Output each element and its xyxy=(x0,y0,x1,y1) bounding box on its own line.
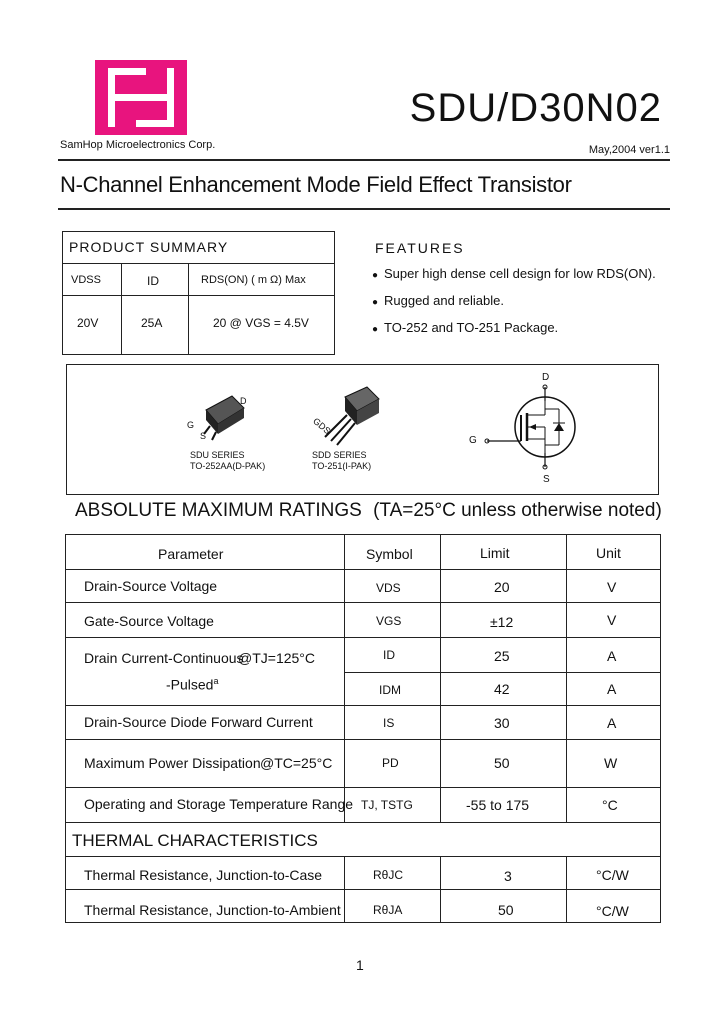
symbol-cell: TJ, TSTG xyxy=(361,798,413,812)
product-summary-title: PRODUCT SUMMARY xyxy=(69,239,229,255)
revision-date: May,2004 ver1.1 xyxy=(588,144,670,156)
col-header-symbol: Symbol xyxy=(366,546,413,562)
param-cell: Operating and Storage Temperature Range xyxy=(84,796,354,812)
condition-cell: @TC=25°C xyxy=(260,755,333,771)
mosfet-g-label: G xyxy=(469,435,477,446)
sdd-series-label: SDD SERIES xyxy=(312,450,367,460)
unit-cell: °C/W xyxy=(596,867,629,883)
symbol-cell: PD xyxy=(382,756,399,770)
unit-cell: °C/W xyxy=(596,903,629,919)
unit-cell: W xyxy=(604,755,618,771)
feature-item: ● Rugged and reliable. xyxy=(372,293,504,308)
limit-cell: 50 xyxy=(494,755,510,771)
param-cell: Thermal Resistance, Junction-to-Ambient xyxy=(84,902,341,918)
package-diagram-box xyxy=(66,364,659,495)
limit-cell: 42 xyxy=(494,681,510,697)
param-cell: Gate-Source Voltage xyxy=(84,613,214,629)
unit-cell: A xyxy=(607,715,617,731)
symbol-cell: RθJA xyxy=(373,903,403,917)
rds-header: RDS(ON) ( m Ω) Max xyxy=(201,274,306,286)
param-cell: Thermal Resistance, Junction-to-Case xyxy=(84,867,323,883)
limit-cell: 25 xyxy=(494,648,510,664)
ipak-package-icon xyxy=(317,385,387,447)
sdu-series-label: SDU SERIES xyxy=(190,450,245,460)
col-header-limit: Limit xyxy=(480,545,510,561)
limit-cell: 3 xyxy=(504,868,512,884)
sdu-package-label: TO-252AA(D-PAK) xyxy=(190,461,266,471)
col-header-parameter: Parameter xyxy=(158,546,224,562)
symbol-cell: RθJC xyxy=(373,868,404,882)
company-name: SamHop Microelectronics Corp. xyxy=(60,139,216,151)
unit-cell: V xyxy=(607,612,617,628)
id-value: 25A xyxy=(141,316,163,330)
condition-cell: @TJ=125°C xyxy=(238,650,316,666)
divider xyxy=(58,159,670,161)
bullet-icon: ● xyxy=(372,324,379,335)
param-cell: -Pulsed$^a$ xyxy=(166,676,219,693)
pin-s-label: S xyxy=(200,431,207,441)
feature-item: ● Super high dense cell design for low RDS(ON). xyxy=(372,266,656,281)
thermal-title: THERMAL CHARACTERISTICS xyxy=(72,831,318,850)
param-cell: Drain-Source Voltage xyxy=(84,578,218,594)
pin-d-label: D xyxy=(240,396,247,406)
bullet-icon: ● xyxy=(372,270,379,281)
limit-cell: 20 xyxy=(494,579,510,595)
symbol-cell: VGS xyxy=(376,614,402,628)
param-cell: Drain Current-Continuous xyxy=(84,650,244,666)
page-number: 1 xyxy=(356,957,364,973)
vdss-header: VDSS xyxy=(71,274,101,286)
pins-gds-label: GDS xyxy=(311,415,333,437)
limit-cell: -55 to 175 xyxy=(466,797,530,813)
rds-value: 20 @ VGS = 4.5V xyxy=(213,316,309,330)
abs-max-title: ABSOLUTE MAXIMUM RATINGS (TA=25°C unless otherwise noted) xyxy=(75,500,662,521)
param-cell: Drain-Source Diode Forward Current xyxy=(84,714,313,730)
divider xyxy=(58,208,670,210)
samhop-logo xyxy=(95,60,187,135)
features-title: FEATURES xyxy=(375,240,465,256)
symbol-cell: IDM xyxy=(379,683,401,697)
col-header-unit: Unit xyxy=(596,545,621,561)
limit-cell: 50 xyxy=(498,902,514,918)
param-cell: Maximum Power Dissipation xyxy=(84,755,261,771)
symbol-cell: IS xyxy=(383,716,395,730)
unit-cell: A xyxy=(607,681,617,697)
pin-g-label: G xyxy=(187,420,195,430)
unit-cell: A xyxy=(607,648,617,664)
feature-item: ● TO-252 and TO-251 Package. xyxy=(372,320,559,335)
id-header: ID xyxy=(147,274,159,288)
mosfet-d-label: D xyxy=(542,372,550,383)
symbol-cell: ID xyxy=(383,648,395,662)
unit-cell: °C xyxy=(602,797,618,813)
limit-cell: ±12 xyxy=(490,614,514,630)
page-title: N-Channel Enhancement Mode Field Effect Transistor xyxy=(60,172,572,197)
bullet-icon: ● xyxy=(372,297,379,308)
ratings-table xyxy=(65,534,661,923)
limit-cell: 30 xyxy=(494,715,510,731)
sdd-package-label: TO-251(I-PAK) xyxy=(312,461,372,471)
unit-cell: V xyxy=(607,579,617,595)
vdss-value: 20V xyxy=(77,316,99,330)
mosfet-s-label: S xyxy=(543,474,550,485)
mosfet-symbol-icon xyxy=(477,379,577,483)
symbol-cell: VDS xyxy=(376,581,401,595)
part-number: SDU/D30N02 xyxy=(409,86,662,130)
product-summary-table xyxy=(62,231,335,355)
